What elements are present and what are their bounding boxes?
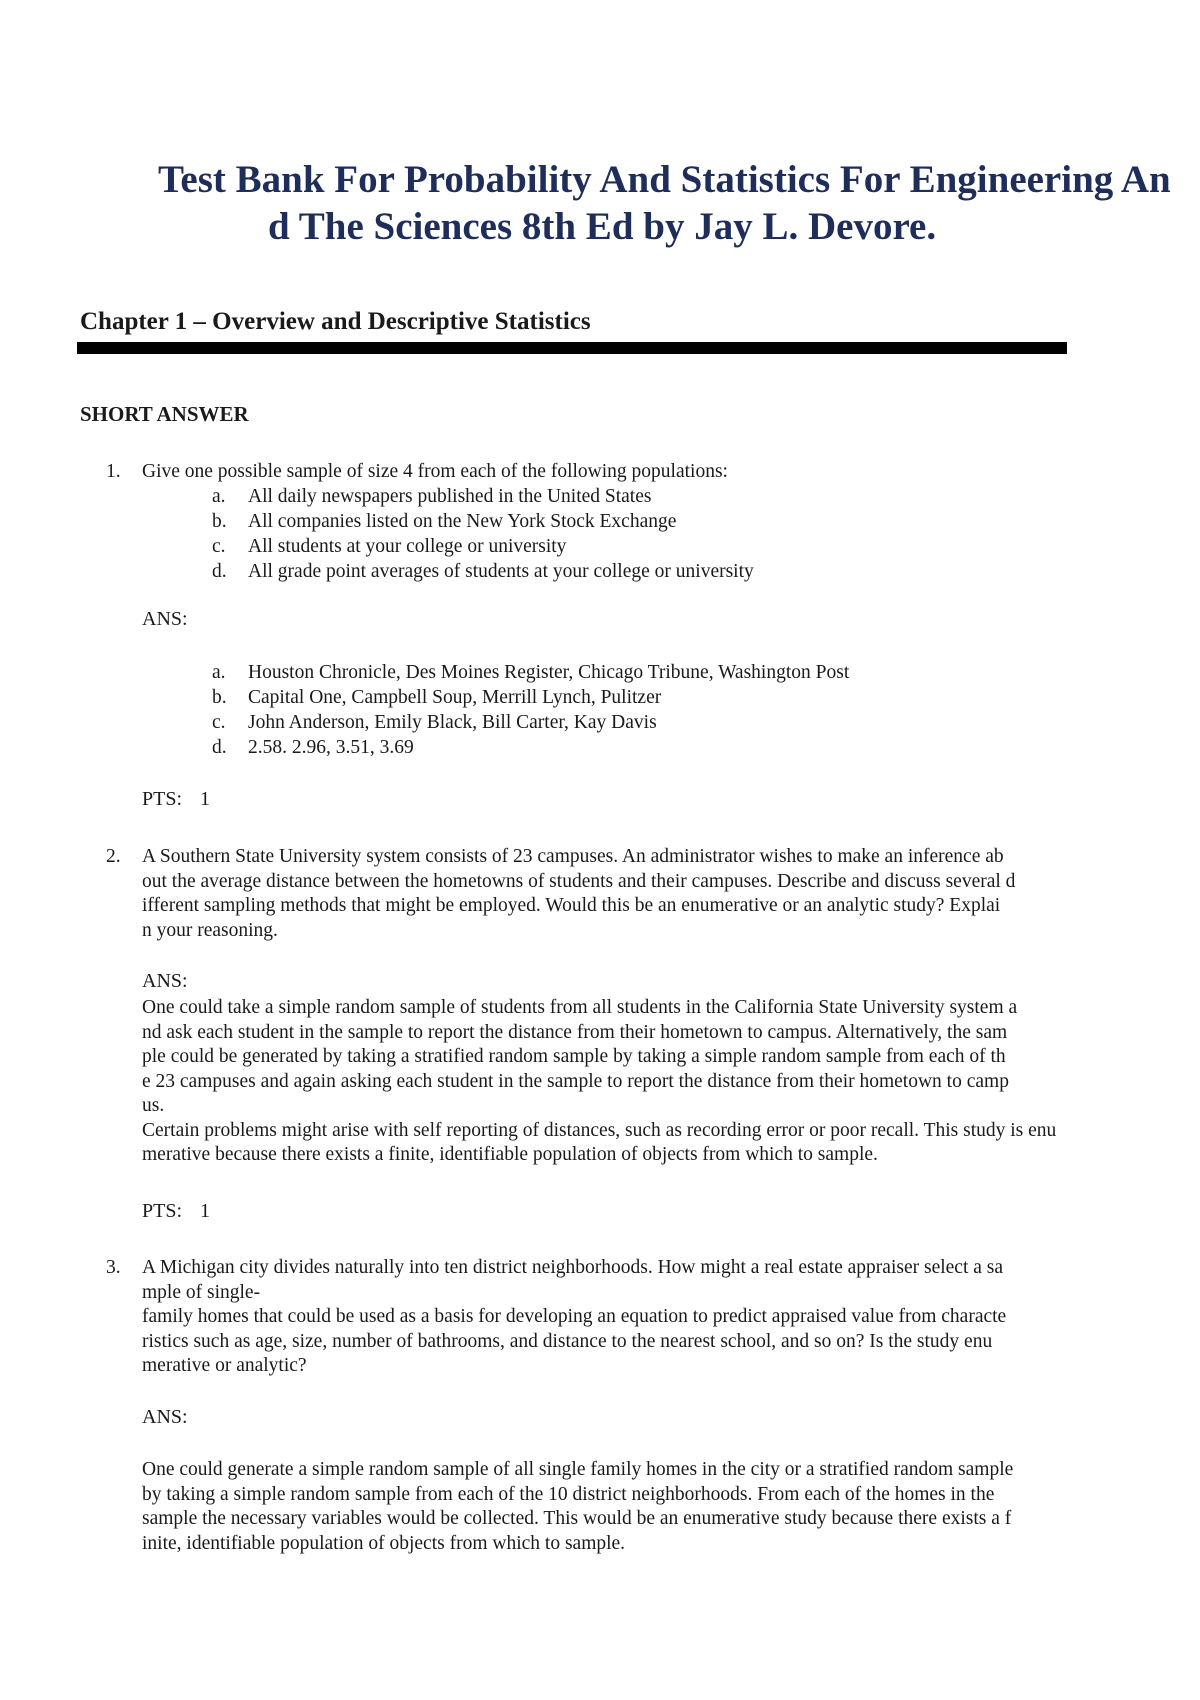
answer-line: Certain problems might arise with self reporting of distances, such as recording error or poor recall. This study is enu	[142, 1119, 1057, 1141]
answer-text: 2.58. 2.96, 3.51, 3.69	[248, 737, 414, 758]
answer-item	[0, 660, 1200, 685]
title-line-2: d The Sciences 8th Ed by Jay L. Devore.	[268, 205, 937, 248]
answer-line: us.	[142, 1095, 165, 1116]
answer-item	[0, 735, 1200, 760]
question-line: A Michigan city divides naturally into ten district neighborhoods. How might a real estate appraiser select a sa	[142, 1257, 1004, 1278]
points-label	[142, 1200, 210, 1223]
option-letter: a.	[212, 486, 226, 507]
section-heading: SHORT ANSWER	[80, 402, 249, 426]
answer-text: John Anderson, Emily Black, Bill Carter, Kay Davis	[248, 712, 657, 733]
option-text: All students at your college or university	[248, 536, 567, 557]
question-text	[142, 460, 1072, 485]
option-text: All companies listed on the New York Stock Exchange	[248, 511, 677, 532]
answer-letter: c.	[212, 712, 226, 733]
question-1-options	[0, 484, 1200, 584]
question-text	[142, 845, 1072, 943]
option-item	[0, 559, 1200, 584]
option-text: All daily newspapers published in the United States	[248, 486, 652, 507]
answer-line: nd ask each student in the sample to report the distance from their hometown to campus. Alternatively, the sam	[142, 1021, 1008, 1043]
points-value: 1	[200, 1200, 211, 1222]
option-item	[0, 534, 1200, 559]
answer-label: ANS:	[142, 608, 188, 630]
option-letter: b.	[212, 511, 227, 532]
option-letter: c.	[212, 536, 226, 557]
question-1-answers	[0, 660, 1200, 760]
answer-line: e 23 campuses and again asking each student in the sample to report the distance from their hometown to camp	[142, 1070, 1009, 1092]
answer-line: by taking a simple random sample from each of the 10 district neighborhoods. From each of the homes in the	[142, 1483, 995, 1505]
option-text: All grade point averages of students at your college or university	[248, 561, 754, 582]
question-number: 2.	[106, 846, 121, 867]
question-line: ifferent sampling methods that might be employed. Would this be an enumerative or an analytic study? Explai	[142, 895, 1001, 916]
answer-letter: b.	[212, 687, 227, 708]
answer-line: inite, identifiable population of objects from which to sample.	[142, 1532, 626, 1554]
answer-line: sample the necessary variables would be collected. This would be an enumerative study because there exists a f	[142, 1508, 1012, 1529]
points-caption: PTS:	[142, 788, 183, 810]
question-line: mple of single-	[142, 1281, 261, 1303]
answer-text: Capital One, Campbell Soup, Merrill Lynch, Pulitzer	[248, 687, 662, 708]
title-line-1: Test Bank For Probability And Statistics For Engineering An	[158, 158, 1171, 201]
answer-label: ANS:	[142, 1406, 188, 1428]
answer-text: Houston Chronicle, Des Moines Register, Chicago Tribune, Washington Post	[248, 662, 850, 683]
answer-line: One could take a simple random sample of students from all students in the California State University system a	[142, 997, 1018, 1018]
question-line: merative or analytic?	[142, 1355, 307, 1376]
question-line: ristics such as age, size, number of bathrooms, and distance to the nearest school, and so on? Is the study enu	[142, 1330, 993, 1352]
chapter-rule	[77, 342, 1067, 354]
question-line: n your reasoning.	[142, 919, 278, 941]
question-number: 3.	[106, 1257, 121, 1278]
question-2-answer	[142, 996, 1056, 1168]
question-line: out the average distance between the hometowns of students and their campuses. Describe and discuss several d	[142, 870, 1016, 892]
answer-line: merative because there exists a finite, identifiable population of objects from which to sample.	[142, 1144, 878, 1165]
question-text	[142, 1256, 1072, 1379]
question-number: 1.	[106, 461, 121, 482]
points-value: 1	[200, 788, 211, 810]
answer-line: ple could be generated by taking a stratified random sample by taking a simple random sample from each of th	[142, 1046, 1006, 1067]
question-line: family homes that could be used as a basis for developing an equation to predict appraised value from characte	[142, 1306, 1007, 1327]
answer-letter: a.	[212, 662, 226, 683]
question-3-answer	[142, 1458, 1013, 1556]
answer-item	[0, 710, 1200, 735]
option-letter: d.	[212, 561, 227, 582]
question-line: A Southern State University system consists of 23 campuses. An administrator wishes to make an inference ab	[142, 846, 1004, 867]
question-line: Give one possible sample of size 4 from each of the following populations:	[142, 461, 728, 482]
answer-line: One could generate a simple random sample of all single family homes in the city or a stratified random sample	[142, 1459, 1014, 1480]
answer-label: ANS:	[142, 970, 188, 992]
points-caption: PTS:	[142, 1200, 183, 1222]
chapter-heading: Chapter 1 – Overview and Descriptive Statistics	[80, 308, 591, 335]
answer-letter: d.	[212, 737, 227, 758]
answer-item	[0, 685, 1200, 710]
points-label	[142, 788, 210, 811]
option-item	[0, 484, 1200, 509]
option-item	[0, 509, 1200, 534]
